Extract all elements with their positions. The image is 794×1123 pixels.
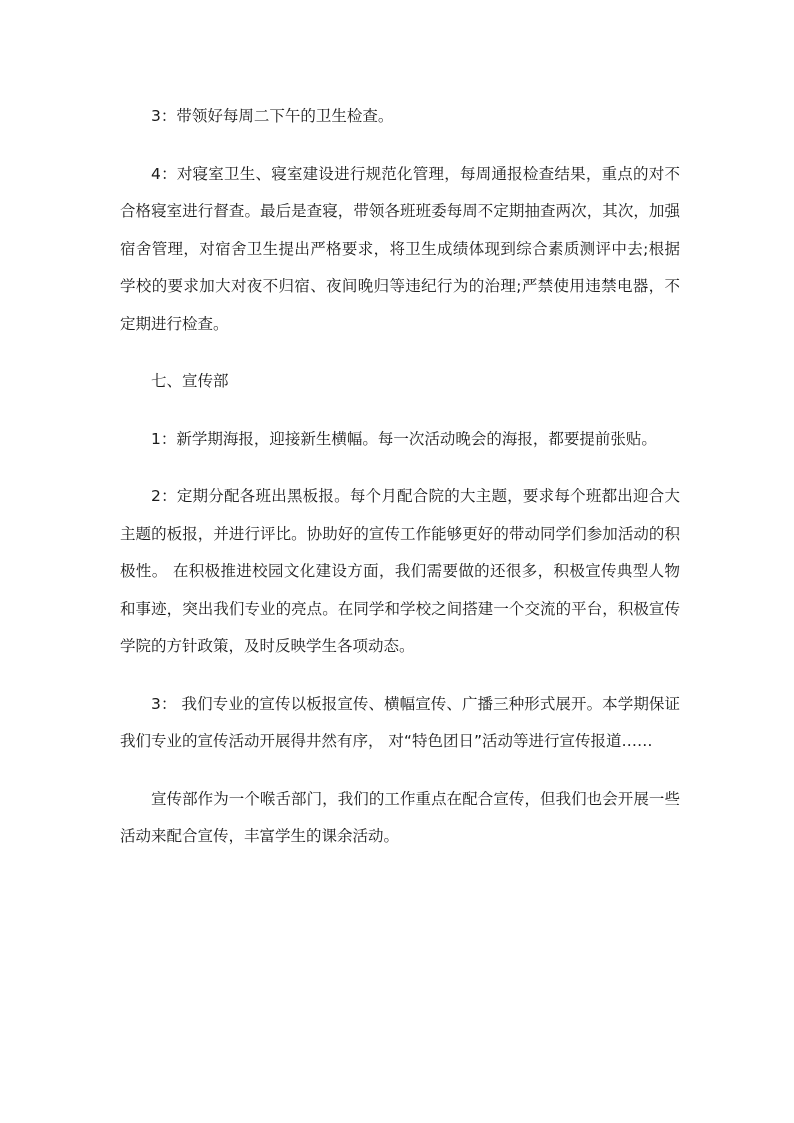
paragraph-dorm-management: 4：对寝室卫生、寝室建设进行规范化管理，每周通报检查结果，重点的对不合格寝室进行督查。最后是查寝，带领各班班委每周不定期抽查两次，其次，加强宿舍管理，对宿舍卫生提出严格要求，将卫生成绩体现到综合素质测评中去;根据学校的要求加大对夜不归宿、夜间晚归等违纪行为的治理;严禁使用违禁电器，不定期进行检查。 (120, 164, 680, 333)
paragraph-hygiene-check: 3：带领好每周二下午的卫生检查。 (151, 107, 394, 125)
paragraph-publicity-summary: 宣传部作为一个喉舌部门，我们的工作重点在配合宣传，但我们也会开展一些活动来配合宣传，丰富学生的课余活动。 (120, 789, 680, 845)
paragraph-blackboard: 2：定期分配各班出黑板报。每个月配合院的大主题，要求每个班都出迎合大主题的板报，并进行评比。协助好的宣传工作能够更好的带动同学们参加活动的积极性。 在积极推进校园文化建设方面，我们需要做的还很多，积极宣传典型人物和事迹，突出我们专业的亮点。在同学和学校之间搭建一个交流的平台，积极宣传学院的方针政策，及时反映学生各项动态。 (120, 487, 680, 655)
document-body (120, 98, 680, 856)
section-heading-publicity: 七、宣传部 (151, 372, 229, 390)
paragraph-publicity-forms: 3： 我们专业的宣传以板报宣传、横幅宣传、广播三种形式展开。本学期保证我们专业的宣传活动开展得井然有序， 对“特色团日”活动等进行宣传报道…… (120, 694, 680, 750)
paragraph-posters: 1：新学期海报，迎接新生横幅。每一次活动晚会的海报，都要提前张贴。 (151, 429, 657, 448)
